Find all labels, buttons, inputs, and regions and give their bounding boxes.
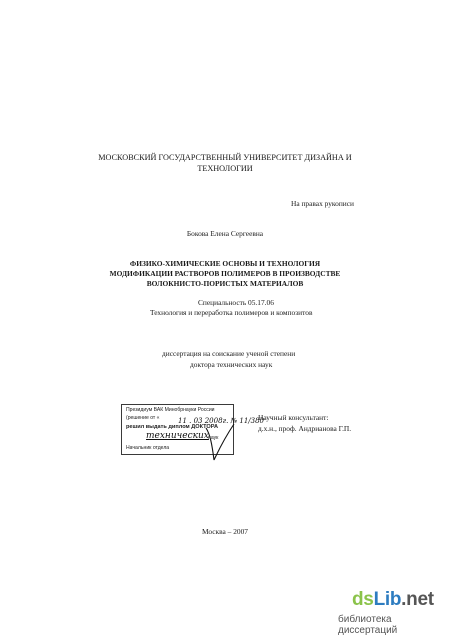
dissertation-title — [0, 259, 450, 290]
title-line-3: ВОЛОКНИСТО-ПОРИСТЫХ МАТЕРИАЛОВ — [146, 279, 304, 289]
stamp-line-5: Начальник отдела — [126, 445, 170, 451]
rights-note: На правах рукописи — [291, 199, 354, 208]
watermark-logo — [352, 589, 434, 611]
city-year: Москва – 2007 — [202, 527, 248, 536]
stamp-line-1: Президиум ВАК Минобрнауки России — [126, 407, 215, 413]
specialty-code: Специальность 05.17.06 — [198, 298, 274, 307]
handwritten-field: технических — [146, 431, 209, 441]
university-line-2: ТЕХНОЛОГИИ — [197, 164, 253, 174]
watermark-logo-net: .net — [401, 589, 434, 610]
watermark-subtitle: библиотека диссертаций — [338, 614, 398, 636]
title-line-1: ФИЗИКО-ХИМИЧЕСКИЕ ОСНОВЫ И ТЕХНОЛОГИЯ — [129, 259, 321, 268]
degree: доктора технических наук — [190, 360, 273, 369]
watermark-logo-lib: Lib — [373, 589, 402, 610]
specialty-name: Технология и переработка полимеров и композитов — [150, 308, 313, 317]
watermark-logo-ds: ds — [352, 589, 374, 610]
university-name — [0, 152, 450, 174]
signature-icon — [200, 420, 240, 470]
author-name: Бокова Елена Сергеевна — [186, 229, 264, 238]
advisor-name: д.х.н., проф. Андрианова Г.П. — [258, 424, 352, 433]
advisor-label: Научный консультант: — [258, 413, 329, 422]
university-line-1: МОСКОВСКИЙ ГОСУДАРСТВЕННЫЙ УНИВЕРСИТЕТ ДИЗАЙНА И — [98, 153, 352, 162]
stamp-line-3: решил выдать диплом ДОКТОРА — [126, 424, 219, 430]
handwritten-date: 11 . 03 2008г. № 11/380 — [178, 417, 264, 425]
stamp-line-2: (решение от « — [126, 415, 160, 421]
title-line-2: МОДИФИКАЦИИ РАСТВОРОВ ПОЛИМЕРОВ В ПРОИЗВОДСТВЕ — [109, 269, 341, 279]
dissertation-type: диссертация на соискание ученой степени — [162, 349, 296, 358]
stamp-line-4: наук — [208, 435, 219, 441]
